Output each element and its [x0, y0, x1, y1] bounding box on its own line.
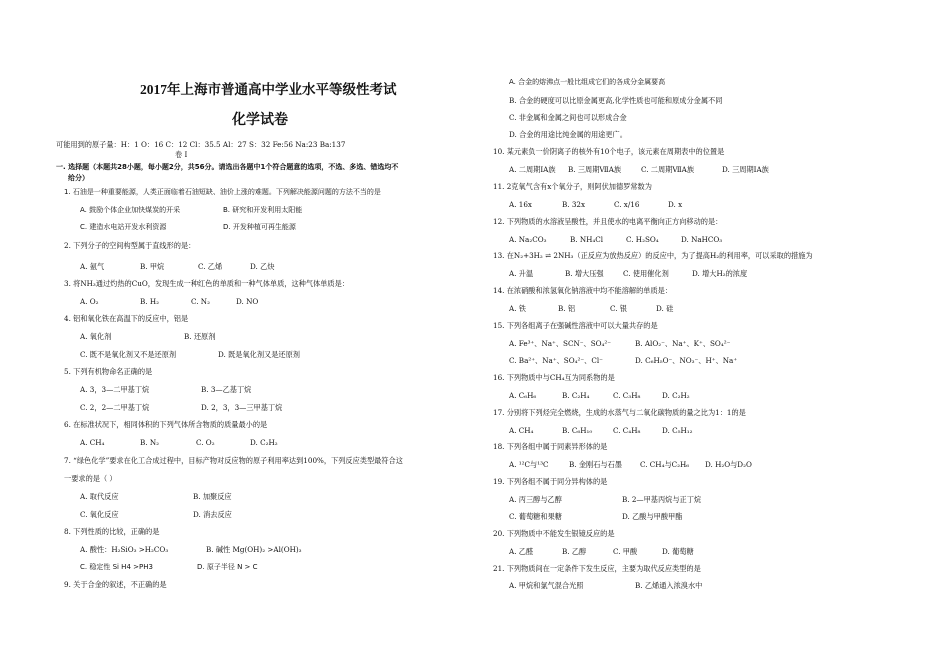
q5-option-c: C. 2，2—二甲基丁烷	[80, 403, 150, 412]
q2-option-b: B. 甲烷	[140, 262, 165, 271]
q9-option-b: B. 合金的硬度可以比原金属更高,化学性质也可能和原成分金属不同	[509, 96, 723, 105]
q13-option-b: B. 增大压强	[565, 269, 604, 278]
q5-option-a: A. 3，3—二甲基丁烷	[80, 385, 150, 394]
q1-option-d: D. 开发种植可再生能源	[223, 223, 296, 231]
q18-option-c: C. CH₄与C₂H₆	[640, 460, 690, 469]
q9-option-d: D. 合金的用途比纯金属的用途更广。	[509, 130, 627, 139]
q18-option-d: D. H₂O与D₂O	[705, 460, 752, 469]
volume-label: 卷 Ⅰ	[175, 150, 188, 159]
question-2-stem: 2. 下列分子的空间构型属于直线形的是：	[64, 241, 196, 250]
q16-option-d: D. C₂H₂	[662, 391, 690, 400]
question-20-stem: 20. 下列物质中不能发生银镜反应的是	[493, 529, 615, 538]
q2-option-c: C. 乙烯	[198, 262, 223, 271]
q8-option-c: C. 稳定性 Si H4 >PH3	[80, 563, 153, 571]
q2-option-d: D. 乙炔	[250, 262, 275, 271]
question-14-stem: 14. 在浓硝酸和浓氢氧化钠溶液中均不能溶解的单质是：	[493, 286, 673, 295]
atomic-mass-label: 可能用到的原子量：	[56, 140, 121, 149]
q6-option-a: A. CH₄	[80, 438, 105, 447]
question-18-stem: 18. 下列各组中属于同素异形体的是	[493, 442, 608, 451]
q17-option-a: A. CH₄	[509, 426, 534, 435]
q10-option-c: C. 二周期ⅦA族	[641, 165, 695, 174]
question-9-stem: 9. 关于合金的叙述，不正确的是	[64, 580, 167, 589]
question-15-stem: 15. 下列各组离子在强碱性溶液中可以大量共存的是	[493, 321, 658, 330]
q13-option-a: A. 升温	[509, 269, 534, 278]
q9-option-c: C. 非金属和金属之间也可以形成合金	[509, 113, 627, 122]
q14-option-a: A. 铁	[509, 304, 526, 313]
q13-option-d: D. 增大H₂的浓度	[692, 269, 748, 278]
section-heading-cont: 给分）	[68, 174, 89, 182]
question-8-stem: 8. 下列性质的比较，正确的是	[64, 527, 160, 536]
q16-option-b: B. C₂H₄	[562, 391, 590, 400]
q17-option-b: B. C₆H₁₀	[562, 426, 593, 435]
q12-option-c: C. H₂SO₄	[626, 235, 659, 244]
question-11-stem: 11. 2克氧气含有x个氧分子，则阿伏加德罗常数为	[493, 182, 652, 191]
q5-option-d: D. 2，3，3—三甲基丁烷	[201, 403, 283, 412]
q4-option-a: A. 氧化剂	[80, 332, 112, 341]
q20-option-b: B. 乙醇	[562, 547, 587, 556]
q18-option-b: B. 金刚石与石墨	[569, 460, 622, 469]
q11-option-b: B. 32x	[562, 200, 586, 209]
q6-option-d: D. C₂H₂	[250, 438, 278, 447]
q7-option-b: B. 加聚反应	[193, 492, 232, 501]
question-7-stem-cont: 一要求的是（ ）	[64, 474, 117, 483]
q13-option-c: C. 使用催化剂	[623, 269, 669, 278]
q8-option-b: B. 碱性 Mg(OH)₂ >Al(OH)₃	[206, 545, 302, 554]
q19-option-b: B. 2—甲基丙烷与正丁烷	[622, 495, 702, 504]
q3-option-c: C. N₂	[191, 297, 210, 306]
question-10-stem: 10. 某元素负一价阴离子的核外有10个电子，该元素在周期表中的位置是	[493, 147, 725, 156]
q4-option-c: C. 既不是氧化剂又不是还原剂	[80, 350, 177, 359]
question-5-stem: 5. 下列有机物命名正确的是	[64, 367, 153, 376]
q14-option-d: D. 硅	[656, 304, 674, 313]
q2-option-a: A. 氨气	[80, 262, 105, 271]
question-16-stem: 16. 下列物质中与CH₄互为同系物的是	[493, 373, 615, 382]
q15-option-d: D. C₆H₅O⁻、NO₃⁻、H⁺、Na⁺	[635, 356, 738, 365]
question-19-stem: 19. 下列各组不属于同分异构体的是	[493, 477, 608, 486]
q4-option-d: D. 既是氧化剂又是还原剂	[218, 350, 300, 359]
exam-title: 2017年上海市普通高中学业水平等级性考试	[140, 82, 397, 97]
q19-option-a: A. 丙三醇与乙醇	[509, 495, 562, 504]
question-12-stem: 12. 下列物质的水溶液呈酸性，并且使水的电离平衡向正方向移动的是：	[493, 217, 723, 226]
q1-option-a: A. 鼓励个体企业加快煤炭的开采	[80, 206, 181, 214]
question-1-stem: 1. 石油是一种重要能源，人类正面临着石油短缺、油价上涨的难题。下列解决能源问题的方法不当的是	[64, 188, 381, 196]
atomic-mass-line	[56, 140, 345, 149]
q7-option-a: A. 取代反应	[80, 492, 119, 501]
question-6-stem: 6. 在标准状况下，相同体积的下列气体所含物质的质量最小的是	[64, 420, 268, 429]
q10-option-b: B. 三周期ⅦA族	[568, 165, 622, 174]
q20-option-d: D. 葡萄糖	[662, 547, 694, 556]
q4-option-b: B. 还原剂	[184, 332, 216, 341]
q19-option-d: D. 乙酸与甲酸甲酯	[622, 512, 683, 521]
q21-option-b: B. 乙烯通入浓溴水中	[635, 581, 703, 590]
q3-option-d: D. NO	[236, 297, 259, 306]
q1-option-b: B. 研究和开发利用太阳能	[223, 206, 303, 214]
section-heading: 一. 选择题（本题共28小题，每小题2分，共56分。请选出各题中1个符合题意的选项，不选、多选、错选均不	[56, 163, 399, 171]
q6-option-c: C. O₂	[196, 438, 215, 447]
exam-subtitle: 化学试卷	[232, 113, 288, 128]
q14-option-c: C. 银	[610, 304, 627, 313]
q12-option-d: D. NaHCO₃	[681, 235, 723, 244]
question-21-stem: 21. 下列物质间在一定条件下发生反应，主要为取代反应类型的是	[493, 564, 701, 573]
question-4-stem: 4. 铝和氧化铁在高温下的反应中，铝是	[64, 314, 189, 323]
q10-option-d: D. 三周期ⅠA族	[722, 165, 769, 174]
q8-option-d: D. 原子半径 N > C	[197, 563, 258, 571]
q7-option-c: C. 氧化反应	[80, 510, 119, 519]
q1-option-c: C. 建造水电站开发水利资源	[80, 223, 167, 231]
question-17-stem: 17. 分别将下列烃完全燃烧，生成的水蒸气与二氧化碳物质的量之比为1：1的是	[493, 408, 746, 417]
q14-option-b: B. 铝	[558, 304, 576, 313]
q8-option-a: A. 酸性：H₂SiO₃ >H₂CO₃	[80, 545, 169, 554]
q11-option-d: D. x	[668, 200, 683, 209]
q20-option-c: C. 甲酸	[613, 547, 638, 556]
q17-option-d: D. C₅H₁₂	[662, 426, 693, 435]
q15-option-c: C. Ba²⁺、Na⁺、SO₄²⁻、Cl⁻	[509, 356, 603, 365]
question-3-stem: 3. 将NH₃通过灼热的CuO，发现生成一种红色的单质和一种气体单质，这种气体单质是：	[64, 279, 349, 288]
q21-option-a: A. 甲烷和氯气混合光照	[509, 581, 584, 590]
q11-option-a: A. 16x	[509, 200, 532, 209]
q17-option-c: C. C₄H₈	[613, 426, 641, 435]
q16-option-a: A. C₆H₆	[509, 391, 537, 400]
q3-option-b: B. H₂	[140, 297, 160, 306]
q12-option-a: A. Na₂CO₃	[509, 235, 547, 244]
q19-option-c: C. 葡萄糖和果糖	[509, 512, 562, 521]
q16-option-c: C. C₃H₈	[613, 391, 641, 400]
q18-option-a: A. ¹²C与¹³C	[509, 460, 549, 469]
q15-option-b: B. AlO₂⁻、Na⁺、K⁺、SO₄²⁻	[635, 339, 731, 348]
q5-option-b: B. 3—乙基丁烷	[201, 385, 252, 394]
q6-option-b: B. N₂	[140, 438, 160, 447]
q11-option-c: C. x/16	[614, 200, 640, 209]
q12-option-b: B. NH₄Cl	[570, 235, 604, 244]
q7-option-d: D. 消去反应	[193, 510, 232, 519]
q3-option-a: A. O₂	[80, 297, 99, 306]
question-7-stem: 7. “绿色化学”要求在化工合成过程中，目标产物对反应物的原子利用率达到100%，下列反应类型最符合这	[64, 456, 403, 465]
q9-option-a: A. 合金的熔沸点一般比组成它们的各成分金属要高	[509, 78, 666, 86]
q20-option-a: A. 乙醛	[509, 547, 534, 556]
question-13-stem: 13. 在N₂+3H₂ ⇌ 2NH₃（正反应为放热反应）的反应中，为了提高H₂的利用率，可以采取的措施为	[493, 251, 813, 260]
q10-option-a: A. 二周期ⅠA族	[509, 165, 556, 174]
q15-option-a: A. Fe³⁺、Na⁺、SCN⁻、SO₄²⁻	[509, 339, 612, 348]
atomic-mass-values: H：1 O：16 C：12 Cl：35.5 Al：27 S：32 Fe:56 Na:23 Ba:137	[120, 140, 346, 149]
